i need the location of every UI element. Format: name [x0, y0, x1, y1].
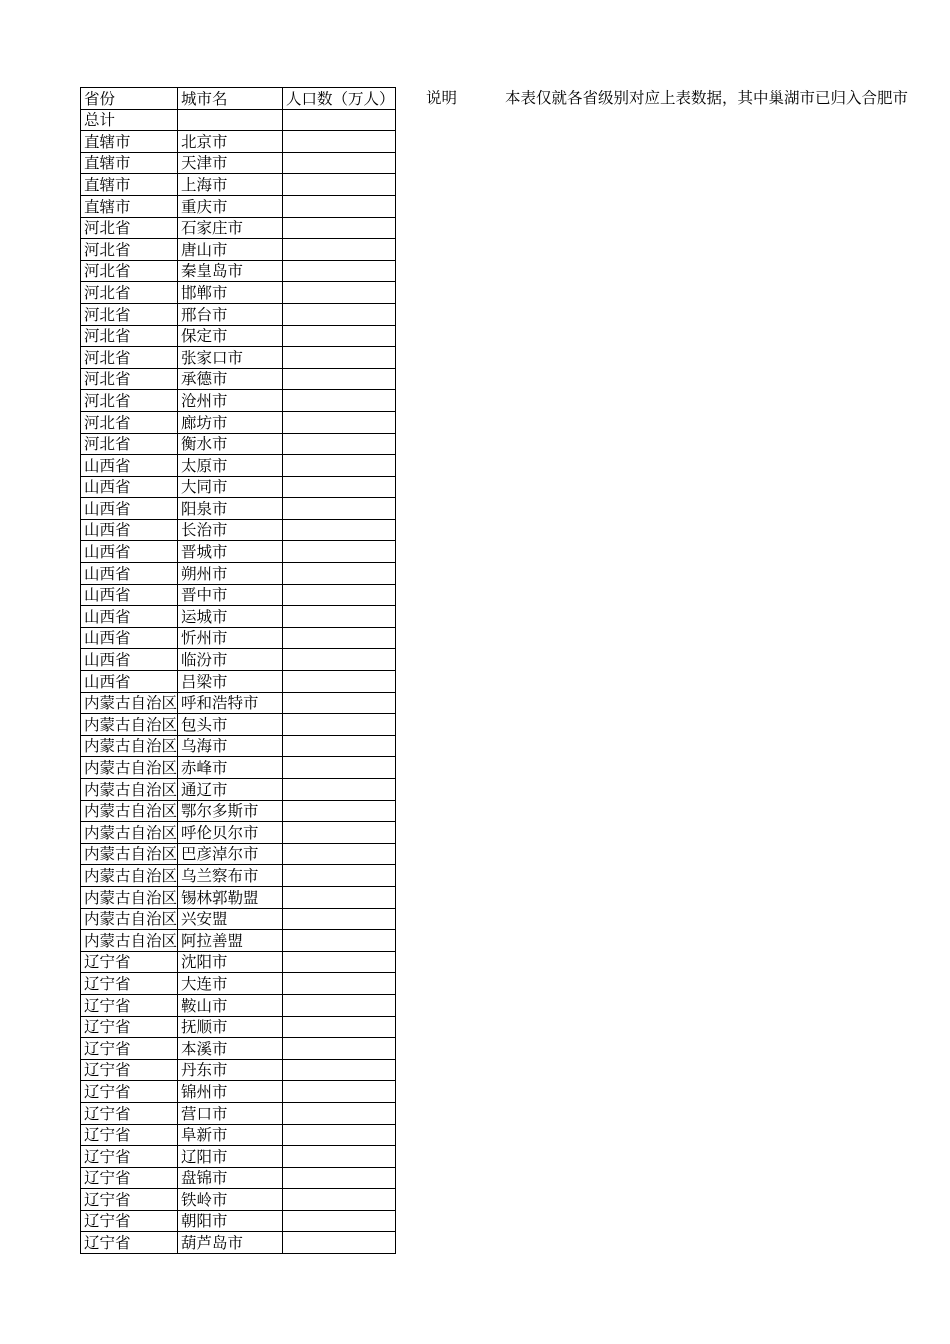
- cell-population[interactable]: [283, 584, 396, 606]
- table-row: [81, 757, 396, 779]
- cell-province[interactable]: 内蒙古自治区: [81, 757, 178, 779]
- cell-population[interactable]: [283, 671, 396, 693]
- cell-city[interactable]: 运城市: [178, 606, 283, 628]
- cell-province[interactable]: 内蒙古自治区: [81, 800, 178, 822]
- cell-population[interactable]: [283, 195, 396, 217]
- cell-city[interactable]: 通辽市: [178, 779, 283, 801]
- cell-province[interactable]: 内蒙古自治区: [81, 822, 178, 844]
- table-row: [81, 930, 396, 952]
- cell-population[interactable]: [283, 1210, 396, 1232]
- cell-city[interactable]: 张家口市: [178, 347, 283, 369]
- cell-population[interactable]: [283, 994, 396, 1016]
- cell-population[interactable]: [283, 411, 396, 433]
- cell-province[interactable]: 河北省: [81, 347, 178, 369]
- cell-city[interactable]: 天津市: [178, 152, 283, 174]
- table-row: [81, 433, 396, 455]
- table-row: [81, 606, 396, 628]
- cell-population[interactable]: [283, 822, 396, 844]
- cell-province[interactable]: 辽宁省: [81, 1038, 178, 1060]
- table-row: [81, 994, 396, 1016]
- cell-city[interactable]: 葫芦岛市: [178, 1232, 283, 1254]
- cell-province[interactable]: 内蒙古自治区: [81, 930, 178, 952]
- cell-province[interactable]: 辽宁省: [81, 1124, 178, 1146]
- cell-population[interactable]: [283, 368, 396, 390]
- cell-province[interactable]: 辽宁省: [81, 1189, 178, 1211]
- table-row: [81, 1167, 396, 1189]
- cell-province[interactable]: 山西省: [81, 606, 178, 628]
- cell-population[interactable]: [283, 951, 396, 973]
- cell-city[interactable]: 鄂尔多斯市: [178, 800, 283, 822]
- cell-city[interactable]: 大连市: [178, 973, 283, 995]
- cell-province[interactable]: 山西省: [81, 541, 178, 563]
- cell-province[interactable]: 河北省: [81, 282, 178, 304]
- cell-city[interactable]: 沈阳市: [178, 951, 283, 973]
- cell-province[interactable]: 辽宁省: [81, 1081, 178, 1103]
- table-row: [81, 1059, 396, 1081]
- cell-province[interactable]: 辽宁省: [81, 1059, 178, 1081]
- cell-city[interactable]: 呼和浩特市: [178, 692, 283, 714]
- table-row: [81, 1232, 396, 1254]
- table-row: [81, 217, 396, 239]
- cell-population[interactable]: [283, 1038, 396, 1060]
- table-row: [81, 951, 396, 973]
- cell-province[interactable]: 辽宁省: [81, 951, 178, 973]
- cell-population[interactable]: [283, 239, 396, 261]
- table-row: [81, 282, 396, 304]
- table-row: [81, 886, 396, 908]
- table-row: [81, 368, 396, 390]
- cell-city[interactable]: 吕梁市: [178, 671, 283, 693]
- cell-population[interactable]: [283, 1167, 396, 1189]
- cell-population[interactable]: [283, 476, 396, 498]
- table-row: [81, 541, 396, 563]
- cell-province[interactable]: 内蒙古自治区: [81, 779, 178, 801]
- cell-city[interactable]: 巴彦淖尔市: [178, 843, 283, 865]
- cell-province[interactable]: 内蒙古自治区: [81, 908, 178, 930]
- table-row: [81, 1102, 396, 1124]
- cell-province[interactable]: 河北省: [81, 411, 178, 433]
- cell-city[interactable]: 邢台市: [178, 303, 283, 325]
- table-row: [81, 908, 396, 930]
- cell-province[interactable]: 辽宁省: [81, 1167, 178, 1189]
- cell-city[interactable]: 沧州市: [178, 390, 283, 412]
- cell-city[interactable]: 丹东市: [178, 1059, 283, 1081]
- table-row: [81, 692, 396, 714]
- table-row: [81, 1146, 396, 1168]
- cell-province[interactable]: 辽宁省: [81, 1146, 178, 1168]
- cell-province[interactable]: 河北省: [81, 303, 178, 325]
- cell-population[interactable]: [283, 800, 396, 822]
- cell-province[interactable]: 山西省: [81, 671, 178, 693]
- cell-province[interactable]: 直辖市: [81, 131, 178, 153]
- cell-city[interactable]: 衡水市: [178, 433, 283, 455]
- cell-city[interactable]: 北京市: [178, 131, 283, 153]
- cell-city[interactable]: 阳泉市: [178, 498, 283, 520]
- table-row: [81, 627, 396, 649]
- cell-population[interactable]: [283, 1081, 396, 1103]
- cell-province[interactable]: 山西省: [81, 563, 178, 585]
- cell-province[interactable]: 内蒙古自治区: [81, 865, 178, 887]
- cell-population[interactable]: [283, 606, 396, 628]
- table-header-row: [81, 88, 396, 110]
- cell-population[interactable]: [283, 217, 396, 239]
- cell-province[interactable]: 辽宁省: [81, 1102, 178, 1124]
- cell-city[interactable]: 大同市: [178, 476, 283, 498]
- table-row: [81, 390, 396, 412]
- cell-population[interactable]: [283, 930, 396, 952]
- total-city-cell[interactable]: [178, 109, 283, 131]
- table-row: [81, 973, 396, 995]
- cell-city[interactable]: 阜新市: [178, 1124, 283, 1146]
- cell-city[interactable]: 本溪市: [178, 1038, 283, 1060]
- cell-population[interactable]: [283, 886, 396, 908]
- table-row: [81, 714, 396, 736]
- cell-population[interactable]: [283, 908, 396, 930]
- cell-province[interactable]: 直辖市: [81, 174, 178, 196]
- table-row: [81, 1038, 396, 1060]
- table-row: [81, 563, 396, 585]
- cell-population[interactable]: [283, 649, 396, 671]
- total-label[interactable]: 总计: [81, 109, 178, 131]
- cell-province[interactable]: 直辖市: [81, 152, 178, 174]
- cell-city[interactable]: 赤峰市: [178, 757, 283, 779]
- cell-city[interactable]: 锡林郭勒盟: [178, 886, 283, 908]
- total-row: [81, 109, 396, 131]
- cell-province[interactable]: 辽宁省: [81, 973, 178, 995]
- cell-population[interactable]: [283, 152, 396, 174]
- cell-city[interactable]: 鞍山市: [178, 994, 283, 1016]
- table-row: [81, 584, 396, 606]
- cell-city[interactable]: 石家庄市: [178, 217, 283, 239]
- cell-province[interactable]: 辽宁省: [81, 1232, 178, 1254]
- cell-population[interactable]: [283, 865, 396, 887]
- cell-population[interactable]: [283, 757, 396, 779]
- table-row: [81, 476, 396, 498]
- header-province[interactable]: 省份: [81, 88, 178, 110]
- cell-province[interactable]: 内蒙古自治区: [81, 692, 178, 714]
- cell-population[interactable]: [283, 1102, 396, 1124]
- table-row: [81, 1016, 396, 1038]
- header-population[interactable]: 人口数（万人）: [283, 88, 396, 110]
- table-row: [81, 239, 396, 261]
- cell-province[interactable]: 内蒙古自治区: [81, 843, 178, 865]
- table-row: [81, 671, 396, 693]
- cell-population[interactable]: [283, 282, 396, 304]
- cell-population[interactable]: [283, 1016, 396, 1038]
- table-row: [81, 1081, 396, 1103]
- table-row: [81, 303, 396, 325]
- cell-population[interactable]: [283, 1124, 396, 1146]
- cell-city[interactable]: 长治市: [178, 519, 283, 541]
- table-row: [81, 325, 396, 347]
- table-row: [81, 455, 396, 477]
- cell-city[interactable]: 唐山市: [178, 239, 283, 261]
- table-row: [81, 152, 396, 174]
- cell-population[interactable]: [283, 390, 396, 412]
- cell-city[interactable]: 廊坊市: [178, 411, 283, 433]
- cell-province[interactable]: 河北省: [81, 390, 178, 412]
- cell-province[interactable]: 河北省: [81, 368, 178, 390]
- cell-province[interactable]: 山西省: [81, 498, 178, 520]
- cell-population[interactable]: [283, 563, 396, 585]
- cell-population[interactable]: [283, 692, 396, 714]
- table-row: [81, 519, 396, 541]
- cell-population[interactable]: [283, 519, 396, 541]
- cell-province[interactable]: 山西省: [81, 627, 178, 649]
- note-label[interactable]: 说明: [426, 89, 458, 107]
- cell-population[interactable]: [283, 973, 396, 995]
- cell-city[interactable]: 朝阳市: [178, 1210, 283, 1232]
- cell-population[interactable]: [283, 627, 396, 649]
- cell-city[interactable]: 乌海市: [178, 735, 283, 757]
- cell-city[interactable]: 乌兰察布市: [178, 865, 283, 887]
- cell-province[interactable]: 河北省: [81, 325, 178, 347]
- cell-province[interactable]: 辽宁省: [81, 1016, 178, 1038]
- cell-population[interactable]: [283, 131, 396, 153]
- cell-city[interactable]: 盘锦市: [178, 1167, 283, 1189]
- cell-population[interactable]: [283, 260, 396, 282]
- cell-city[interactable]: 阿拉善盟: [178, 930, 283, 952]
- table-row: [81, 131, 396, 153]
- cell-city[interactable]: 保定市: [178, 325, 283, 347]
- table-row: [81, 195, 396, 217]
- cell-population[interactable]: [283, 347, 396, 369]
- cell-population[interactable]: [283, 498, 396, 520]
- table-row: [81, 865, 396, 887]
- cell-province[interactable]: 河北省: [81, 217, 178, 239]
- note-text[interactable]: 本表仅就各省级别对应上表数据，其中巢湖市已归入合肥市: [505, 89, 909, 107]
- table-row: [81, 649, 396, 671]
- cell-city[interactable]: 忻州市: [178, 627, 283, 649]
- cell-population[interactable]: [283, 1059, 396, 1081]
- cell-province[interactable]: 河北省: [81, 260, 178, 282]
- cell-city[interactable]: 晋中市: [178, 584, 283, 606]
- population-table: [80, 87, 396, 1254]
- total-population-cell[interactable]: [283, 109, 396, 131]
- cell-city[interactable]: 锦州市: [178, 1081, 283, 1103]
- table-row: [81, 498, 396, 520]
- cell-city[interactable]: 上海市: [178, 174, 283, 196]
- table-row: [81, 1124, 396, 1146]
- cell-city[interactable]: 朔州市: [178, 563, 283, 585]
- cell-population[interactable]: [283, 843, 396, 865]
- cell-city[interactable]: 抚顺市: [178, 1016, 283, 1038]
- table-row: [81, 735, 396, 757]
- cell-population[interactable]: [283, 714, 396, 736]
- cell-province[interactable]: 山西省: [81, 649, 178, 671]
- table-row: [81, 411, 396, 433]
- table-row: [81, 347, 396, 369]
- cell-city[interactable]: 承德市: [178, 368, 283, 390]
- cell-city[interactable]: 太原市: [178, 455, 283, 477]
- cell-city[interactable]: 铁岭市: [178, 1189, 283, 1211]
- cell-city[interactable]: 营口市: [178, 1102, 283, 1124]
- cell-city[interactable]: 包头市: [178, 714, 283, 736]
- table-row: [81, 260, 396, 282]
- table-row: [81, 1189, 396, 1211]
- cell-population[interactable]: [283, 325, 396, 347]
- cell-city[interactable]: 兴安盟: [178, 908, 283, 930]
- cell-city[interactable]: 临汾市: [178, 649, 283, 671]
- cell-province[interactable]: 辽宁省: [81, 1210, 178, 1232]
- cell-population[interactable]: [283, 433, 396, 455]
- cell-province[interactable]: 山西省: [81, 476, 178, 498]
- cell-city[interactable]: 秦皇岛市: [178, 260, 283, 282]
- cell-province[interactable]: 内蒙古自治区: [81, 886, 178, 908]
- cell-population[interactable]: [283, 779, 396, 801]
- header-city[interactable]: 城市名: [178, 88, 283, 110]
- cell-province[interactable]: 内蒙古自治区: [81, 735, 178, 757]
- table-row: [81, 822, 396, 844]
- table-row: [81, 174, 396, 196]
- cell-province[interactable]: 内蒙古自治区: [81, 714, 178, 736]
- cell-population[interactable]: [283, 735, 396, 757]
- cell-city[interactable]: 重庆市: [178, 195, 283, 217]
- cell-city[interactable]: 晋城市: [178, 541, 283, 563]
- table-row: [81, 779, 396, 801]
- cell-province[interactable]: 辽宁省: [81, 994, 178, 1016]
- table-row: [81, 800, 396, 822]
- cell-province[interactable]: 山西省: [81, 519, 178, 541]
- cell-population[interactable]: [283, 455, 396, 477]
- cell-province[interactable]: 山西省: [81, 455, 178, 477]
- cell-province[interactable]: 直辖市: [81, 195, 178, 217]
- cell-population[interactable]: [283, 303, 396, 325]
- cell-province[interactable]: 河北省: [81, 239, 178, 261]
- cell-city[interactable]: 呼伦贝尔市: [178, 822, 283, 844]
- cell-population[interactable]: [283, 174, 396, 196]
- cell-province[interactable]: 河北省: [81, 433, 178, 455]
- table-body: [81, 88, 396, 1254]
- cell-province[interactable]: 山西省: [81, 584, 178, 606]
- cell-population[interactable]: [283, 1232, 396, 1254]
- cell-population[interactable]: [283, 1146, 396, 1168]
- cell-city[interactable]: 邯郸市: [178, 282, 283, 304]
- cell-city[interactable]: 辽阳市: [178, 1146, 283, 1168]
- table-row: [81, 843, 396, 865]
- table-row: [81, 1210, 396, 1232]
- cell-population[interactable]: [283, 541, 396, 563]
- cell-population[interactable]: [283, 1189, 396, 1211]
